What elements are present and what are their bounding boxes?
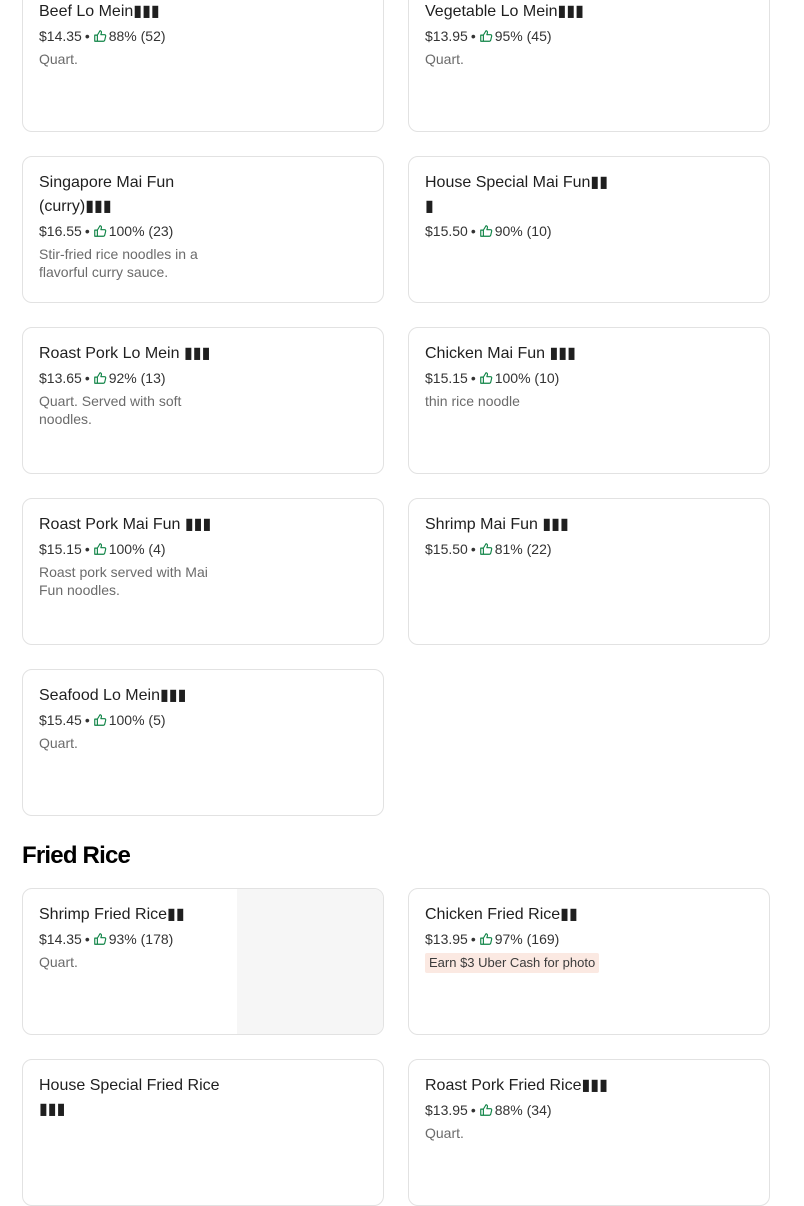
item-meta	[425, 26, 625, 46]
item-rating: 90% (10)	[494, 223, 552, 239]
thumbs-up-icon	[479, 1103, 493, 1117]
separator: •	[84, 931, 90, 947]
menu-item-card[interactable]	[22, 0, 384, 132]
menu-item-card[interactable]	[408, 327, 770, 474]
item-name: House Special Fried Rice ▮▮▮	[39, 1077, 220, 1118]
item-rating: 88% (52)	[108, 28, 166, 44]
item-meta	[425, 221, 625, 241]
item-price: $14.35	[39, 28, 82, 44]
item-price: $13.65	[39, 370, 82, 386]
item-meta	[425, 539, 625, 559]
thumbs-up-icon	[93, 29, 107, 43]
thumbs-up-icon	[479, 932, 493, 946]
item-rating: 93% (178)	[108, 931, 174, 947]
separator: •	[470, 1102, 476, 1118]
item-name: Roast Pork Mai Fun ▮▮▮	[39, 516, 212, 533]
menu-item-card[interactable]	[22, 156, 384, 303]
separator: •	[84, 370, 90, 386]
menu-item-card[interactable]	[408, 1059, 770, 1206]
item-price: $15.15	[425, 370, 468, 386]
menu-item-card[interactable]	[408, 498, 770, 645]
thumbs-up-icon	[479, 224, 493, 238]
item-price: $15.45	[39, 712, 82, 728]
item-rating: 92% (13)	[108, 370, 166, 386]
item-name: Chicken Fried Rice▮▮	[425, 906, 578, 923]
item-name: Chicken Mai Fun ▮▮▮	[425, 345, 576, 362]
item-meta	[425, 929, 625, 949]
item-rating: 100% (4)	[108, 541, 166, 557]
item-description: Roast pork served with Mai Fun noodles.	[39, 564, 208, 598]
separator: •	[470, 931, 476, 947]
item-description: Stir-fried rice noodles in a flavorful curry sauce.	[39, 246, 198, 280]
thumbs-up-icon	[93, 713, 107, 727]
promo-badge[interactable]: Earn $3 Uber Cash for photo	[425, 953, 599, 973]
separator: •	[84, 712, 90, 728]
item-meta	[39, 221, 239, 241]
separator: •	[470, 370, 476, 386]
item-rating: 81% (22)	[494, 541, 552, 557]
separator: •	[470, 541, 476, 557]
item-description: Quart.	[39, 735, 78, 751]
thumbs-up-icon	[479, 371, 493, 385]
menu-item-card[interactable]	[408, 0, 770, 132]
item-image-placeholder	[237, 889, 383, 1034]
item-name: Vegetable Lo Mein▮▮▮	[425, 3, 584, 20]
item-description: Quart.	[39, 954, 78, 970]
thumbs-up-icon	[479, 29, 493, 43]
item-description: thin rice noodle	[425, 393, 520, 409]
item-description: Quart.	[425, 1125, 464, 1141]
item-meta	[39, 710, 239, 730]
item-rating: 88% (34)	[494, 1102, 552, 1118]
item-rating: 95% (45)	[494, 28, 552, 44]
item-price: $13.95	[425, 28, 468, 44]
item-rating: 100% (23)	[108, 223, 174, 239]
thumbs-up-icon	[93, 224, 107, 238]
separator: •	[470, 28, 476, 44]
item-name: Shrimp Fried Rice▮▮	[39, 906, 185, 923]
item-meta	[39, 26, 239, 46]
separator: •	[84, 28, 90, 44]
item-name: Singapore Mai Fun (curry)▮▮▮	[39, 174, 175, 215]
item-description: Quart.	[425, 51, 464, 67]
item-name: Seafood Lo Mein▮▮▮	[39, 687, 187, 704]
item-meta	[425, 368, 625, 388]
separator: •	[470, 223, 476, 239]
item-meta	[39, 539, 239, 559]
item-price: $15.50	[425, 541, 468, 557]
menu-item-card[interactable]	[408, 156, 770, 303]
item-price: $14.35	[39, 931, 82, 947]
item-description: Quart.	[39, 51, 78, 67]
item-meta	[39, 368, 239, 388]
item-price: $15.50	[425, 223, 468, 239]
item-meta	[39, 929, 239, 949]
thumbs-up-icon	[93, 542, 107, 556]
menu-item-card[interactable]	[22, 888, 384, 1035]
item-price: $15.15	[39, 541, 82, 557]
item-name: Shrimp Mai Fun ▮▮▮	[425, 516, 569, 533]
item-name: Beef Lo Mein▮▮▮	[39, 3, 160, 20]
separator: •	[84, 541, 90, 557]
item-price: $13.95	[425, 931, 468, 947]
section-title: Fried Rice	[22, 842, 131, 869]
item-rating: 97% (169)	[494, 931, 560, 947]
item-price: $13.95	[425, 1102, 468, 1118]
menu-item-card[interactable]	[22, 1059, 384, 1206]
item-price: $16.55	[39, 223, 82, 239]
menu-item-card[interactable]	[22, 327, 384, 474]
menu-item-card[interactable]	[22, 498, 384, 645]
item-name: Roast Pork Fried Rice▮▮▮	[425, 1077, 608, 1094]
thumbs-up-icon	[93, 932, 107, 946]
item-description: Quart. Served with soft noodles.	[39, 393, 182, 427]
item-rating: 100% (5)	[108, 712, 166, 728]
thumbs-up-icon	[93, 371, 107, 385]
item-rating: 100% (10)	[494, 370, 560, 386]
thumbs-up-icon	[479, 542, 493, 556]
item-meta	[425, 1100, 625, 1120]
menu-item-card[interactable]	[408, 888, 770, 1035]
item-name: Roast Pork Lo Mein ▮▮▮	[39, 345, 211, 362]
item-name: House Special Mai Fun▮▮ ▮	[425, 174, 609, 215]
menu-item-card[interactable]	[22, 669, 384, 816]
separator: •	[84, 223, 90, 239]
